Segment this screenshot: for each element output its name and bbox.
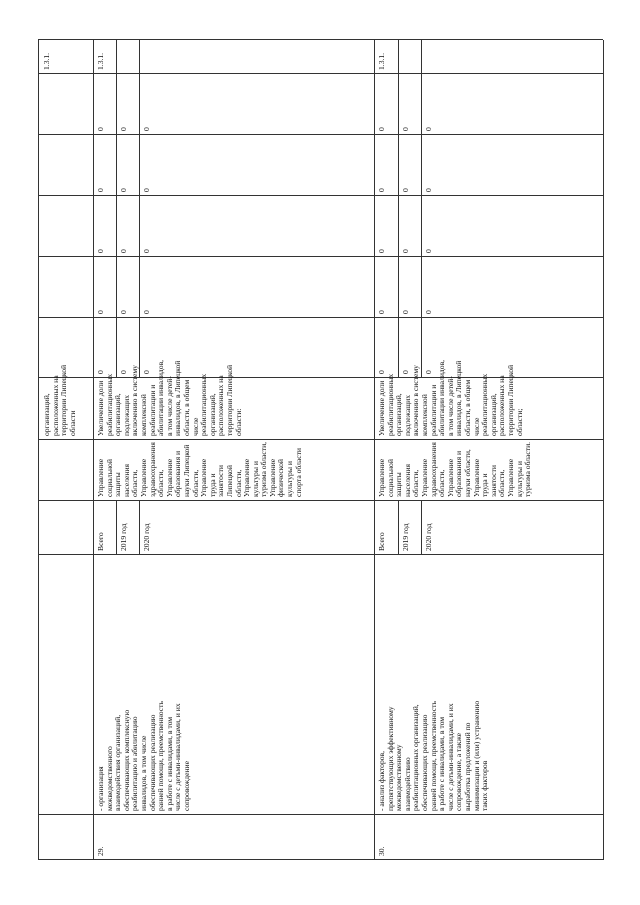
value-2020: 0 — [142, 370, 151, 374]
value: 0 — [142, 249, 151, 253]
value: 0 — [424, 249, 433, 253]
value-total: 0 — [96, 370, 105, 374]
value: 0 — [377, 127, 386, 131]
value: 0 — [119, 310, 128, 314]
value: 0 — [401, 310, 410, 314]
measure-description: - анализ факторов, препятствующих эффективному межведомственному взаимодействию реабилитационных организаций, обеспечивающих реализацию ранней помощи, преемственность в работе с инвалидами, в том числе с детьми-инвалидами, и их сопровождение, а также выработка предложений по минимизации и (или) устранению таких факторов — [377, 700, 490, 811]
value-2019: 0 — [119, 370, 128, 374]
value: 0 — [142, 310, 151, 314]
reference-code: 1.3.1. — [96, 52, 105, 70]
value: 0 — [96, 188, 105, 192]
period-total: Всего — [96, 532, 105, 551]
period-2019: 2019 год — [119, 523, 128, 551]
value: 0 — [401, 188, 410, 192]
indicator-text: Увеличение доли реабилитационных организаций, подлежащих включению в систему комплексной реабилитации и абилитации инвалидов, в том числе детей- инвалидов, в Липецкой области, в общем числе реабилитационных организаций, расположенных на территории Липецкой области: — [96, 359, 243, 436]
period-2020: 2020 год — [424, 523, 433, 551]
value: 0 — [142, 127, 151, 131]
value: 0 — [424, 310, 433, 314]
period-total: Всего — [377, 532, 386, 551]
value-total: 0 — [377, 370, 386, 374]
value: 0 — [119, 249, 128, 253]
indicator-layer — [38, 40, 603, 860]
value-2019: 0 — [401, 370, 410, 374]
value: 0 — [401, 127, 410, 131]
value: 0 — [96, 127, 105, 131]
row-number: 29. — [96, 846, 105, 856]
table-border-bottom — [603, 40, 604, 860]
executors: Управление социальной защиты населения области, Управление здравоохранения области, Управление образования и науки Липецкой области, Управление труда и занятости Липецкой области, Управление культуры и туризма области, Управление физической культуры и спорта области — [96, 441, 303, 497]
row-number: 30. — [377, 846, 386, 856]
value-2020: 0 — [424, 370, 433, 374]
value: 0 — [377, 310, 386, 314]
value: 0 — [119, 188, 128, 192]
period-2020: 2020 год — [142, 523, 151, 551]
reference-code: 1.3.1. — [42, 52, 51, 70]
indicator-continuation: организаций, расположенных на территории Липецкой области — [42, 364, 77, 436]
period-2019: 2019 год — [401, 523, 410, 551]
value: 0 — [96, 249, 105, 253]
value: 0 — [401, 249, 410, 253]
value: 0 — [424, 127, 433, 131]
value: 0 — [377, 249, 386, 253]
value: 0 — [424, 188, 433, 192]
value: 0 — [96, 310, 105, 314]
value: 0 — [119, 127, 128, 131]
measure-description: - организация межведомственного взаимодействия организаций, обеспечивающих комплексную реабилитацию и абилитацию инвалидов, в том числе обеспечивающих реализацию ранней помощи, преемственность в работе с инвалидами, в том числе с детьми-инвалидами, и их сопровождение — [96, 701, 191, 811]
executors: Управление социальной защиты населения области, Управление здравоохранения области, Управление образования и науки области, Управление труда и занятости области, Управление культуры и туризма области. — [377, 441, 533, 497]
value: 0 — [377, 188, 386, 192]
indicator-text: Увеличение доли реабилитационных организаций, подлежащих включению в систему комплексной реабилитации и абилитации инвалидов, в том числе детей- инвалидов, в Липецкой области, в общем числе реабилитационных организаций, расположенных на территории Липецкой области; — [377, 359, 524, 436]
value: 0 — [142, 188, 151, 192]
reference-code: 1.3.1. — [377, 52, 386, 70]
